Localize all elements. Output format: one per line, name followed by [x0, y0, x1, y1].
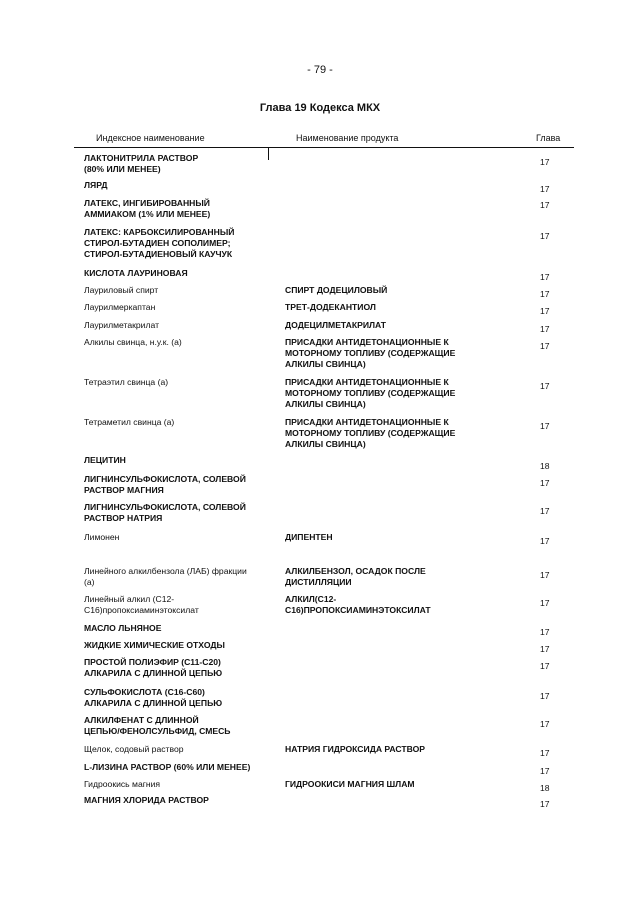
chapter-cell: 18	[540, 461, 550, 471]
index-name-cell: ЛАТЕКС: КАРБОКСИЛИРОВАННЫЙ СТИРОЛ-БУТАДИЕН СОПОЛИМЕР; СТИРОЛ-БУТАДИЕНОВЫЙ КАУЧУК	[84, 227, 235, 259]
index-name-cell: ЖИДКИЕ ХИМИЧЕСКИЕ ОТХОДЫ	[84, 640, 225, 650]
chapter-cell: 17	[540, 478, 550, 488]
index-name-cell: ЛЕЦИТИН	[84, 455, 126, 465]
index-name-cell: КИСЛОТА ЛАУРИНОВАЯ	[84, 268, 188, 278]
product-name-cell: АЛКИЛ(С12- С16)ПРОПОКСИАМИНЭТОКСИЛАТ	[285, 594, 431, 615]
index-name-cell: МАСЛО ЛЬНЯНОЕ	[84, 623, 162, 633]
product-name-cell: ГИДРООКИСИ МАГНИЯ ШЛАМ	[285, 779, 415, 789]
index-name-cell: Лимонен	[84, 532, 120, 542]
chapter-cell: 17	[540, 627, 550, 637]
product-name-cell: ПРИСАДКИ АНТИДЕТОНАЦИОННЫЕ К МОТОРНОМУ ТОПЛИВУ (СОДЕРЖАЩИЕ АЛКИЛЫ СВИНЦА)	[285, 377, 456, 409]
index-name-cell: ЛЯРД	[84, 180, 108, 190]
table-header	[74, 133, 574, 147]
product-name-cell: ТРЕТ-ДОДЕКАНТИОЛ	[285, 302, 376, 312]
product-name-cell: ПРИСАДКИ АНТИДЕТОНАЦИОННЫЕ К МОТОРНОМУ ТОПЛИВУ (СОДЕРЖАЩИЕ АЛКИЛЫ СВИНЦА)	[285, 417, 456, 449]
column-header-index-name: Индексное наименование	[96, 133, 205, 143]
index-name-cell: ЛИГНИНСУЛЬФОКИСЛОТА, СОЛЕВОЙ РАСТВОР МАГНИЯ	[84, 474, 246, 495]
chapter-cell: 17	[540, 231, 550, 241]
index-name-cell: Гидроокись магния	[84, 779, 161, 789]
index-name-cell: Лаурилметакрилат	[84, 320, 160, 330]
product-name-cell: НАТРИЯ ГИДРОКСИДА РАСТВОР	[285, 744, 426, 754]
chapter-cell: 17	[540, 324, 550, 334]
chapter-cell: 17	[540, 341, 550, 351]
product-name-cell: СПИРТ ДОДЕЦИЛОВЫЙ	[285, 285, 388, 295]
index-name-cell: Тетраэтил свинца (а)	[84, 377, 169, 387]
chapter-cell: 17	[540, 598, 550, 608]
chapter-cell: 18	[540, 783, 550, 793]
chapter-cell: 17	[540, 157, 550, 167]
product-name-cell: ДОДЕЦИЛМЕТАКРИЛАТ	[285, 320, 387, 330]
chapter-cell: 17	[540, 184, 550, 194]
page-heading: Глава 19 Кодекса МКХ	[259, 102, 381, 114]
index-name-cell: Тетраметил свинца (а)	[84, 417, 175, 427]
product-name-cell: ПРИСАДКИ АНТИДЕТОНАЦИОННЫЕ К МОТОРНОМУ ТОПЛИВУ (СОДЕРЖАЩИЕ АЛКИЛЫ СВИНЦА)	[285, 337, 456, 369]
index-name-cell: МАГНИЯ ХЛОРИДА РАСТВОР	[84, 795, 209, 805]
product-name-cell: ДИПЕНТЕН	[285, 532, 333, 542]
chapter-cell: 17	[540, 200, 550, 210]
chapter-cell: 17	[540, 381, 550, 391]
index-name-cell: ЛАТЕКС, ИНГИБИРОВАННЫЙ АММИАКОМ (1% ИЛИ МЕНЕЕ)	[84, 198, 211, 219]
chapter-cell: 17	[540, 536, 550, 546]
column-header-chapter: Глава	[536, 133, 561, 143]
chapter-cell: 17	[540, 661, 550, 671]
page-number: - 79 -	[307, 64, 333, 76]
index-name-cell: Щелок, содовый раствор	[84, 744, 184, 754]
index-name-cell: ПРОСТОЙ ПОЛИЭФИР (С11-С20) АЛКАРИЛА С ДЛИННОЙ ЦЕПЬЮ	[84, 657, 223, 678]
index-name-cell: ЛИГНИНСУЛЬФОКИСЛОТА, СОЛЕВОЙ РАСТВОР НАТРИЯ	[84, 502, 246, 523]
chapter-cell: 17	[540, 799, 550, 809]
index-name-cell: СУЛЬФОКИСЛОТА (С16-С60) АЛКАРИЛА С ДЛИННОЙ ЦЕПЬЮ	[84, 687, 223, 708]
chapter-cell: 17	[540, 306, 550, 316]
chapter-cell: 17	[540, 289, 550, 299]
index-name-cell: Алкилы свинца, н.у.к. (а)	[84, 337, 182, 347]
index-name-cell: Линейный алкил (С12- С16)пропоксиаминэтоксилат	[84, 594, 199, 615]
chapter-cell: 17	[540, 570, 550, 580]
index-name-cell: L-ЛИЗИНА РАСТВОР (60% ИЛИ МЕНЕЕ)	[84, 762, 251, 772]
chapter-cell: 17	[540, 691, 550, 701]
chapter-cell: 17	[540, 506, 550, 516]
chapter-cell: 17	[540, 421, 550, 431]
index-name-cell: АЛКИЛФЕНАТ С ДЛИННОЙ ЦЕПЬЮ/ФЕНОЛСУЛЬФИД, СМЕСЬ	[84, 715, 231, 736]
header-rule	[74, 147, 574, 148]
chapter-cell: 17	[540, 748, 550, 758]
index-name-cell: Лаурилмеркаптан	[84, 302, 156, 312]
chapter-cell: 17	[540, 272, 550, 282]
chapter-cell: 17	[540, 719, 550, 729]
index-name-cell: Линейного алкилбензола (ЛАБ) фракции (а)	[84, 566, 247, 587]
product-name-cell: АЛКИЛБЕНЗОЛ, ОСАДОК ПОСЛЕ ДИСТИЛЛЯЦИИ	[285, 566, 426, 587]
index-name-cell: ЛАКТОНИТРИЛА РАСТВОР (80% ИЛИ МЕНЕЕ)	[84, 153, 199, 174]
chapter-cell: 17	[540, 644, 550, 654]
column-header-product-name: Наименование продукта	[296, 133, 399, 143]
chapter-cell: 17	[540, 766, 550, 776]
index-name-cell: Лауриловый спирт	[84, 285, 159, 295]
